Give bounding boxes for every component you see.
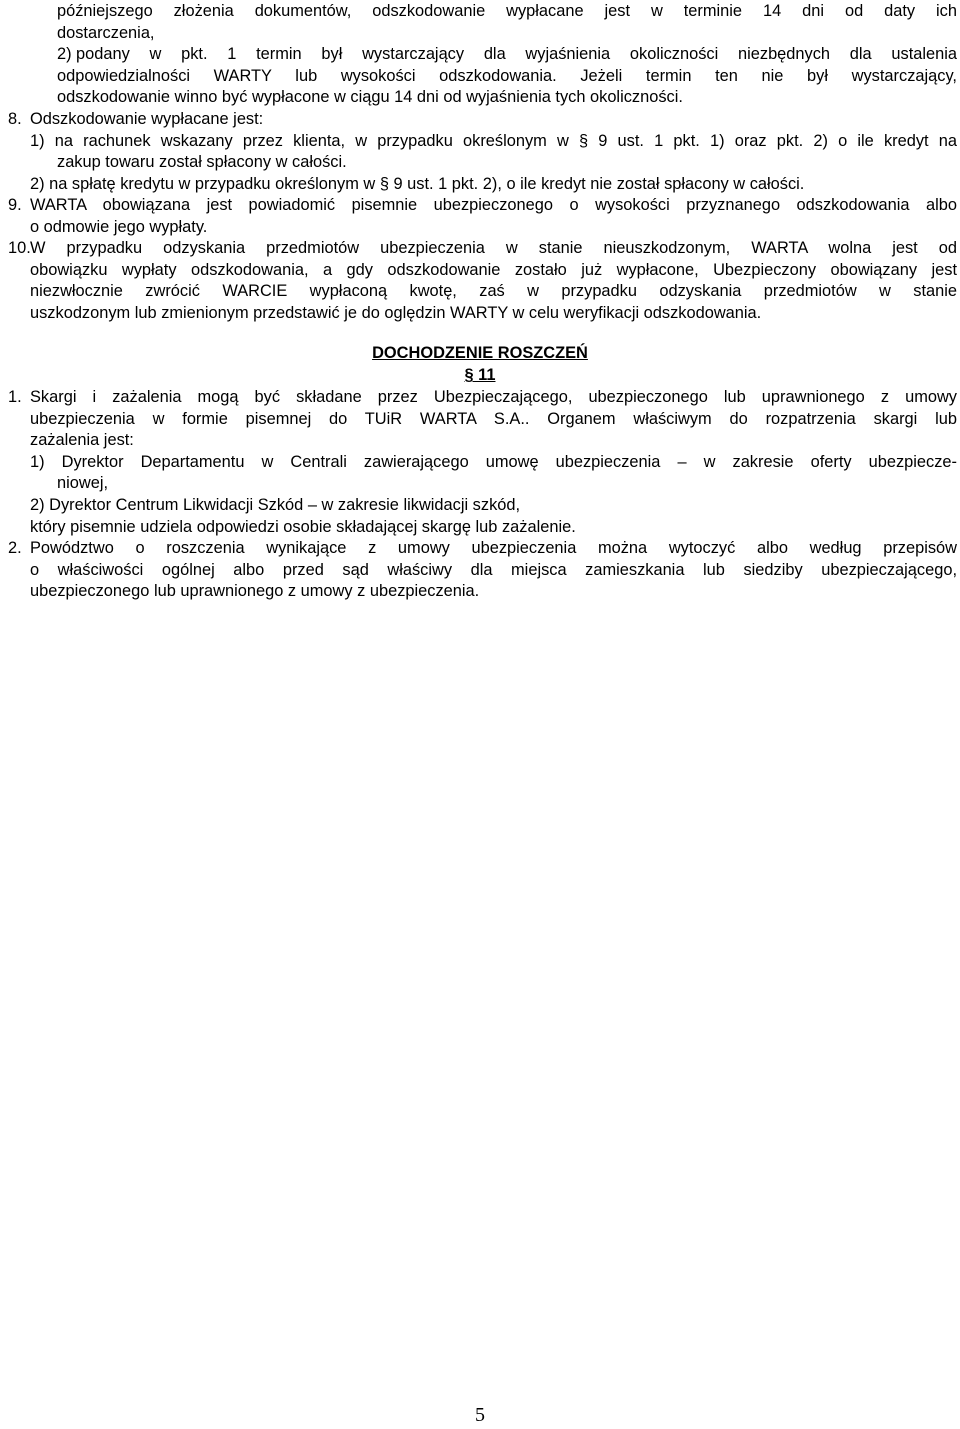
text-line: niezwłocznie zwrócić WARCIE wypłaconą kwotę, zaś w przypadku odzyskania przedmiotów w stanie xyxy=(30,282,957,301)
text-line: niowej, xyxy=(57,474,109,493)
text-line: ubezpieczonego lub uprawnionego z umowy z ubezpieczenia. xyxy=(30,582,480,601)
text-line: podany w pkt. 1 termin był wystarczający dla wyjaśnienia okoliczności niezbędnych dla ustalenia xyxy=(76,45,957,63)
item9-text xyxy=(30,195,957,238)
text-line: 2) na spłatę kredytu w przypadku określonym w § 9 ust. 1 pkt. 2), o ile kredyt nie został spłacony w całości. xyxy=(30,174,805,193)
text-line: zakup towaru został spłacony w całości. xyxy=(57,153,347,172)
text-line: późniejszego złożenia dokumentów, odszkodowanie wypłacane jest w terminie 14 dni od daty ich xyxy=(57,2,957,20)
s11-item1-text xyxy=(30,387,957,538)
text-line: o właściwości ogólnej albo przed sąd właściwy dla miejsca zamieszkania lub siedziby ubezpieczającego, xyxy=(30,560,957,579)
section-title: DOCHODZENIE ROSZCZEŃ xyxy=(372,344,588,362)
text-line: 1) na rachunek wskazany przez klienta, w przypadku określonym w § 9 ust. 1 pkt. 1) oraz pkt. 2) o ile kredyt na xyxy=(30,131,957,150)
page-number: 5 xyxy=(475,1404,485,1426)
item-number: 1. xyxy=(8,388,22,406)
top-fragment xyxy=(57,1,957,44)
paragraph-number: § 11 xyxy=(464,366,496,384)
sub-item-marker: 2) xyxy=(57,45,72,63)
text-line: zażalenia jest: xyxy=(30,431,134,450)
text-line: uszkodzonym lub zmienionym przedstawić je do oględzin WARTY w celu weryfikacji odszkodowania. xyxy=(30,303,762,322)
text-line: dostarczenia, xyxy=(57,23,155,42)
text-line: Skargi i zażalenia mogą być składane przez Ubezpieczającego, ubezpieczonego lub uprawnionego z umowy xyxy=(30,388,957,406)
item8-text xyxy=(30,109,957,195)
text-line: 1) Dyrektor Departamentu w Centrali zawierającego umowę ubezpieczenia – w zakresie oferty ubezpiecze- xyxy=(30,452,957,471)
s11-item2-text xyxy=(30,538,957,603)
text-line: o odmowie jego wypłaty. xyxy=(30,217,208,236)
item-number: 2. xyxy=(8,539,22,557)
text-line: odpowiedzialności WARTY lub wysokości odszkodowania. Jeżeli termin ten nie był wystarczający, xyxy=(57,66,957,85)
text-line: odszkodowanie winno być wypłacone w ciągu 14 dni od wyjaśnienia tych okoliczności. xyxy=(57,88,683,107)
item-number: 9. xyxy=(8,196,22,214)
item-number: 8. xyxy=(8,110,22,128)
text-line: Odszkodowanie wypłacane jest: xyxy=(30,110,264,128)
item-number: 10. xyxy=(8,239,31,257)
text-line: ubezpieczenia w formie pisemnej do TUiR WARTA S.A.. Organem właściwym do rozpatrzenia skargi lub xyxy=(30,409,957,428)
item10-text xyxy=(30,238,957,324)
text-line: obowiązku wypłaty odszkodowania, a gdy odszkodowanie zostało już wypłacone, Ubezpieczony obowiązany jest xyxy=(30,260,957,279)
item7-sub2-text xyxy=(57,44,957,109)
text-line: W przypadku odzyskania przedmiotów ubezpieczenia w stanie nieuszkodzonym, WARTA wolna jest od xyxy=(30,239,957,257)
text-line: 2) Dyrektor Centrum Likwidacji Szkód – w zakresie likwidacji szkód, xyxy=(30,495,521,514)
text-line: który pisemnie udziela odpowiedzi osobie składającej skargę lub zażalenie. xyxy=(30,517,576,536)
text-line: Powództwo o roszczenia wynikające z umowy ubezpieczenia można wytoczyć albo według przepisów xyxy=(30,539,957,557)
text-line: WARTA obowiązana jest powiadomić pisemnie ubezpieczonego o wysokości przyznanego odszkodowania albo xyxy=(30,196,957,214)
